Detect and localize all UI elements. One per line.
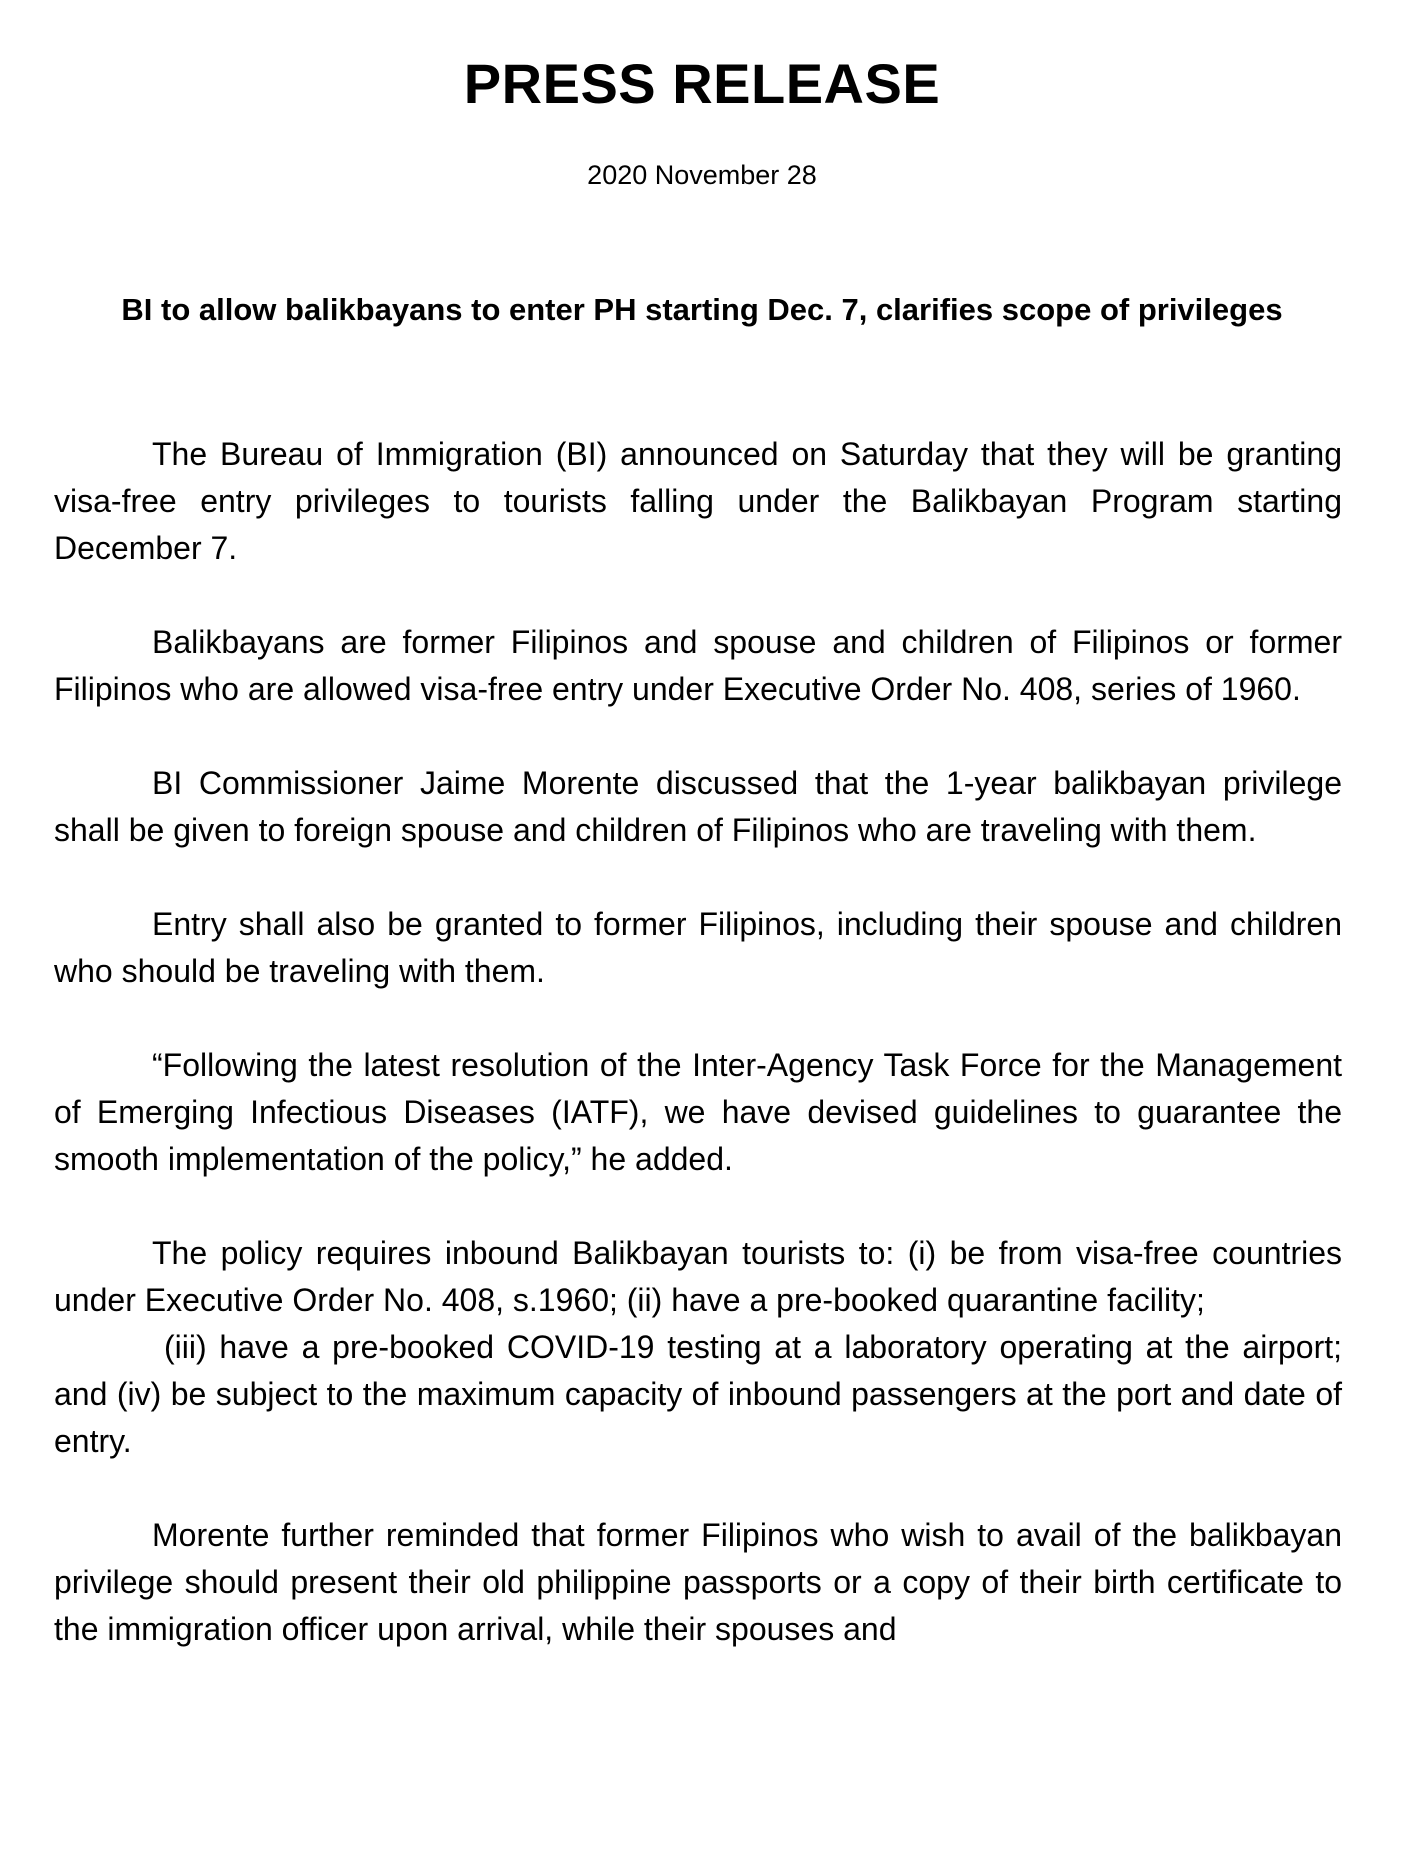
paragraph-intro: The Bureau of Immigration (BI) announced on Saturday that they will be granting visa-free entry privileges to tourists falling under the Balikbayan Program starting December 7.: [54, 436, 1342, 566]
release-date: 2020 November 28: [587, 160, 817, 190]
paragraph-policy-continued: (iii) have a pre-booked COVID-19 testing at a laboratory operating at the airport; and (iv) be subject to the maximum capacity of inbound passengers at the port and date of entry.: [54, 1329, 1342, 1459]
paragraph-quote: “Following the latest resolution of the Inter-Agency Task Force for the Management of Emerging Infectious Diseases (IATF), we have devised guidelines to guarantee the smooth implementation of the policy,” he added.: [54, 1047, 1342, 1177]
document-body: [54, 431, 1342, 1653]
paragraph-entry: Entry shall also be granted to former Filipinos, including their spouse and children who should be traveling with them.: [54, 906, 1342, 989]
headline: BI to allow balikbayans to enter PH starting Dec. 7, clarifies scope of privileges: [121, 292, 1283, 327]
paragraph-reminder: Morente further reminded that former Filipinos who wish to avail of the balikbayan privilege should present their old philippine passports or a copy of their birth certificate to the immigration officer upon arrival, while their spouses and: [54, 1517, 1342, 1647]
document-title: PRESS RELEASE: [463, 52, 941, 115]
paragraph-commissioner: BI Commissioner Jaime Morente discussed that the 1-year balikbayan privilege shall be given to foreign spouse and children of Filipinos who are traveling with them.: [54, 765, 1342, 848]
paragraph-definition: Balikbayans are former Filipinos and spouse and children of Filipinos or former Filipinos who are allowed visa-free entry under Executive Order No. 408, series of 1960.: [54, 624, 1342, 707]
paragraph-policy: The policy requires inbound Balikbayan tourists to: (i) be from visa-free countries under Executive Order No. 408, s.1960; (ii) have a pre-booked quarantine facility;: [54, 1235, 1342, 1318]
